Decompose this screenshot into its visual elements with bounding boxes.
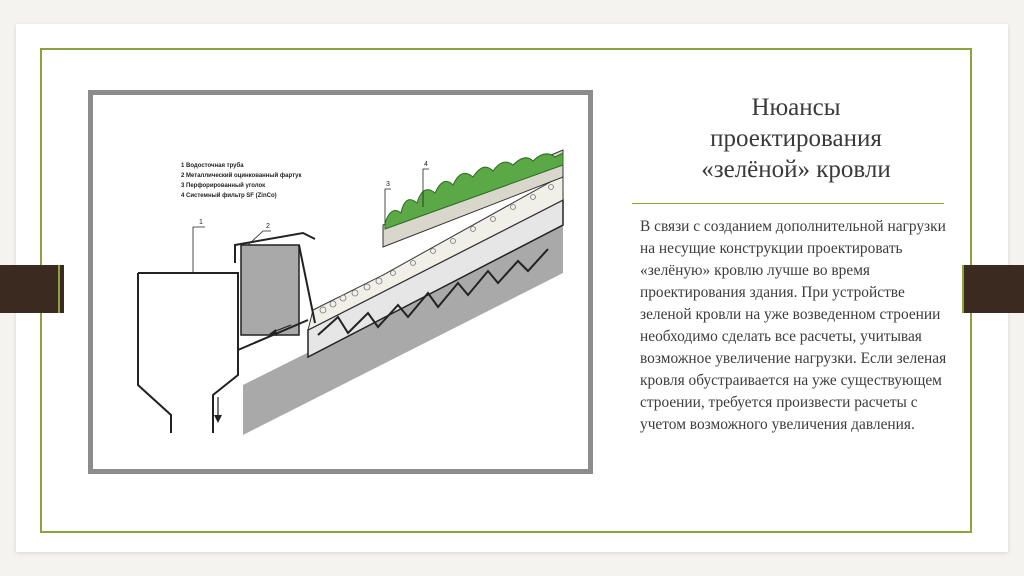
- callout-4: 4: [424, 161, 428, 168]
- title-line-2: проектирования: [710, 125, 882, 152]
- legend-item-4: 4 Системный фильтр SF (ZinCo): [181, 193, 277, 199]
- title-line-3: «зелёной» кровли: [701, 156, 891, 183]
- callout-2: 2: [266, 223, 270, 230]
- callout-3: 3: [386, 181, 390, 188]
- slide-body-text: В связи с созданием дополнительной нагрузки на несущие конструкции проектировать «зелёную» кровлю лучше во время проектирования здания. При устройстве зеленой кровли на уже возведенном строении необходимо сделать все расчеты, учитывая возможное увеличение нагрузки. Если зеленая кровля обустраивается на уже существующем строении, требуется произвести расчеты с учетом возможного увеличения давления.: [640, 218, 947, 433]
- callout-leader-1: [193, 227, 205, 273]
- legend-item-1: 1 Водосточная труба: [181, 163, 244, 169]
- diagram-legend: [181, 162, 302, 199]
- right-accent-tab: [962, 265, 1024, 313]
- title-line-1: Нюансы: [751, 94, 841, 121]
- flow-arrow-down-head: [214, 415, 222, 423]
- title-divider: [632, 203, 944, 204]
- parapet-block: [241, 245, 299, 335]
- slide-title: [642, 92, 950, 185]
- roof-section-diagram: [88, 90, 593, 474]
- legend-item-2: 2 Металлический оцинкованный фартук: [181, 173, 302, 179]
- callout-1: 1: [199, 219, 203, 226]
- drain-pipe-inner: [138, 273, 171, 433]
- legend-item-3: 3 Перфорированный уголок: [181, 183, 266, 189]
- perforated-angle: [299, 245, 315, 323]
- roof-diagram-svg: [93, 95, 588, 469]
- left-accent-tab: [0, 265, 64, 313]
- drain-pipe-outer: [138, 273, 238, 433]
